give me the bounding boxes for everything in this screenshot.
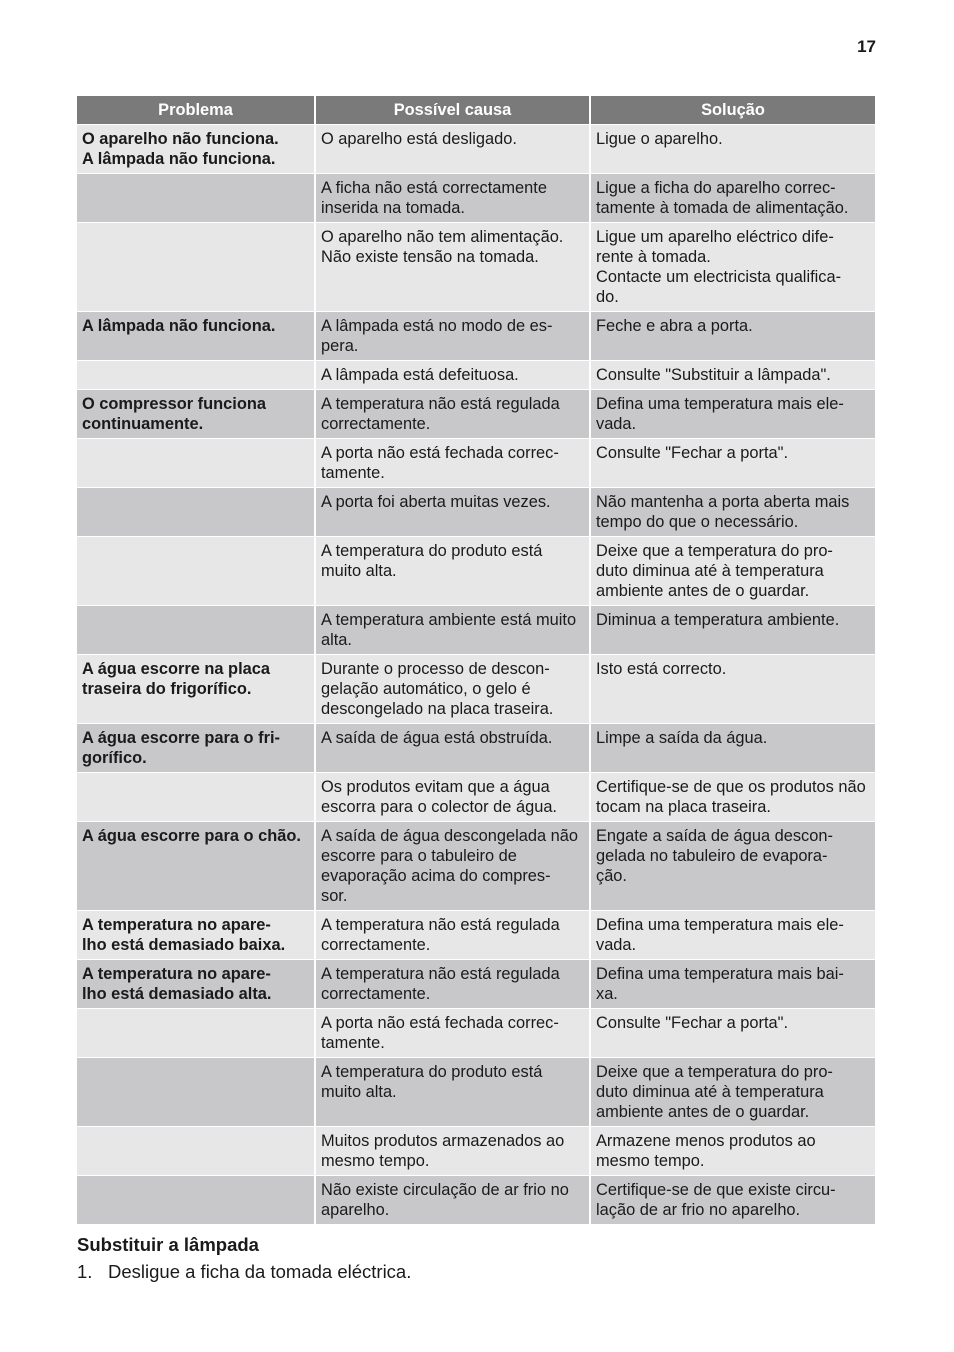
solution-cell: Ligue um aparelho eléctrico dife- rente à tomada. Contacte um electricista qualifica- do. bbox=[590, 223, 875, 312]
table-row bbox=[77, 174, 875, 223]
table-row bbox=[77, 223, 875, 312]
section-title: Substituir a lâmpada bbox=[77, 1234, 259, 1255]
cause-cell: Não existe circulação de ar frio no aparelho. bbox=[315, 1176, 590, 1225]
cause-cell: A temperatura do produto está muito alta. bbox=[315, 537, 590, 606]
solution-cell: Certifique-se de que os produtos não tocam na placa traseira. bbox=[590, 773, 875, 822]
cause-cell: A porta não está fechada correc- tamente. bbox=[315, 1009, 590, 1058]
solution-cell: Defina uma temperatura mais ele- vada. bbox=[590, 911, 875, 960]
solution-cell: Consulte "Fechar a porta". bbox=[590, 439, 875, 488]
solution-cell: Consulte "Substituir a lâmpada". bbox=[590, 361, 875, 390]
cause-cell: A ficha não está correctamente inserida na tomada. bbox=[315, 174, 590, 223]
cause-cell: A lâmpada está defeituosa. bbox=[315, 361, 590, 390]
solution-cell: Consulte "Fechar a porta". bbox=[590, 1009, 875, 1058]
header-problem: Problema bbox=[77, 96, 315, 125]
solution-cell: Não mantenha a porta aberta mais tempo do que o necessário. bbox=[590, 488, 875, 537]
problem-cell bbox=[77, 223, 315, 312]
cause-cell: O aparelho está desligado. bbox=[315, 125, 590, 174]
troubleshooting-table bbox=[77, 96, 875, 1225]
page-number: 17 bbox=[857, 37, 876, 56]
table-header-row bbox=[77, 96, 875, 125]
solution-cell: Feche e abra a porta. bbox=[590, 312, 875, 361]
table-row bbox=[77, 822, 875, 911]
cause-cell: A lâmpada está no modo de es- pera. bbox=[315, 312, 590, 361]
problem-cell: O compressor funciona continuamente. bbox=[77, 390, 315, 439]
cause-cell: A saída de água está obstruída. bbox=[315, 724, 590, 773]
cause-cell: A temperatura não está regulada correctamente. bbox=[315, 960, 590, 1009]
solution-cell: Ligue a ficha do aparelho correc- tamente à tomada de alimentação. bbox=[590, 174, 875, 223]
problem-cell: O aparelho não funciona. A lâmpada não funciona. bbox=[77, 125, 315, 174]
cause-cell: O aparelho não tem alimentação. Não existe tensão na tomada. bbox=[315, 223, 590, 312]
cause-cell: A porta foi aberta muitas vezes. bbox=[315, 488, 590, 537]
solution-cell: Deixe que a temperatura do pro- duto diminua até à temperatura ambiente antes de o guardar. bbox=[590, 537, 875, 606]
solution-cell: Isto está correcto. bbox=[590, 655, 875, 724]
cause-cell: Durante o processo de descon- gelação automático, o gelo é descongelado na placa traseira. bbox=[315, 655, 590, 724]
table-row bbox=[77, 773, 875, 822]
solution-cell: Deixe que a temperatura do pro- duto diminua até à temperatura ambiente antes de o guardar. bbox=[590, 1058, 875, 1127]
table-row bbox=[77, 960, 875, 1009]
solution-cell: Engate a saída de água descon- gelada no tabuleiro de evapora- ção. bbox=[590, 822, 875, 911]
solution-cell: Ligue o aparelho. bbox=[590, 125, 875, 174]
problem-cell bbox=[77, 174, 315, 223]
problem-cell bbox=[77, 1127, 315, 1176]
problem-cell: A lâmpada não funciona. bbox=[77, 312, 315, 361]
table-row bbox=[77, 439, 875, 488]
table-row bbox=[77, 125, 875, 174]
table-row bbox=[77, 1127, 875, 1176]
table-row bbox=[77, 1058, 875, 1127]
table-row bbox=[77, 312, 875, 361]
table-row bbox=[77, 390, 875, 439]
cause-cell: A temperatura ambiente está muito alta. bbox=[315, 606, 590, 655]
cause-cell: A porta não está fechada correc- tamente. bbox=[315, 439, 590, 488]
problem-cell: A temperatura no apare- lho está demasiado alta. bbox=[77, 960, 315, 1009]
solution-cell: Defina uma temperatura mais ele- vada. bbox=[590, 390, 875, 439]
table-row bbox=[77, 606, 875, 655]
problem-cell bbox=[77, 361, 315, 390]
problem-cell: A água escorre para o chão. bbox=[77, 822, 315, 911]
problem-cell bbox=[77, 537, 315, 606]
table-row bbox=[77, 361, 875, 390]
cause-cell: Os produtos evitam que a água escorra para o colector de água. bbox=[315, 773, 590, 822]
problem-cell bbox=[77, 439, 315, 488]
table-row bbox=[77, 1009, 875, 1058]
table-row bbox=[77, 655, 875, 724]
cause-cell: Muitos produtos armazenados ao mesmo tempo. bbox=[315, 1127, 590, 1176]
table-row bbox=[77, 488, 875, 537]
table-row bbox=[77, 724, 875, 773]
problem-cell: A água escorre na placa traseira do frigorífico. bbox=[77, 655, 315, 724]
table-body bbox=[77, 125, 875, 1225]
table-row bbox=[77, 537, 875, 606]
solution-cell: Armazene menos produtos ao mesmo tempo. bbox=[590, 1127, 875, 1176]
table-row bbox=[77, 911, 875, 960]
problem-cell bbox=[77, 1009, 315, 1058]
cause-cell: A saída de água descongelada não escorre para o tabuleiro de evaporação acima do compres- sor. bbox=[315, 822, 590, 911]
solution-cell: Defina uma temperatura mais bai- xa. bbox=[590, 960, 875, 1009]
problem-cell: A água escorre para o fri- gorífico. bbox=[77, 724, 315, 773]
problem-cell: A temperatura no apare- lho está demasiado baixa. bbox=[77, 911, 315, 960]
cause-cell: A temperatura não está regulada correctamente. bbox=[315, 390, 590, 439]
table-row bbox=[77, 1176, 875, 1225]
solution-cell: Diminua a temperatura ambiente. bbox=[590, 606, 875, 655]
step-number: 1. bbox=[77, 1261, 93, 1282]
cause-cell: A temperatura do produto está muito alta. bbox=[315, 1058, 590, 1127]
step-item bbox=[77, 1261, 411, 1283]
step-text: Desligue a ficha da tomada eléctrica. bbox=[108, 1261, 412, 1282]
cause-cell: A temperatura não está regulada correctamente. bbox=[315, 911, 590, 960]
header-cause: Possível causa bbox=[315, 96, 590, 125]
problem-cell bbox=[77, 773, 315, 822]
problem-cell bbox=[77, 606, 315, 655]
header-solution: Solução bbox=[590, 96, 875, 125]
solution-cell: Limpe a saída da água. bbox=[590, 724, 875, 773]
problem-cell bbox=[77, 1058, 315, 1127]
problem-cell bbox=[77, 488, 315, 537]
problem-cell bbox=[77, 1176, 315, 1225]
solution-cell: Certifique-se de que existe circu- lação de ar frio no aparelho. bbox=[590, 1176, 875, 1225]
